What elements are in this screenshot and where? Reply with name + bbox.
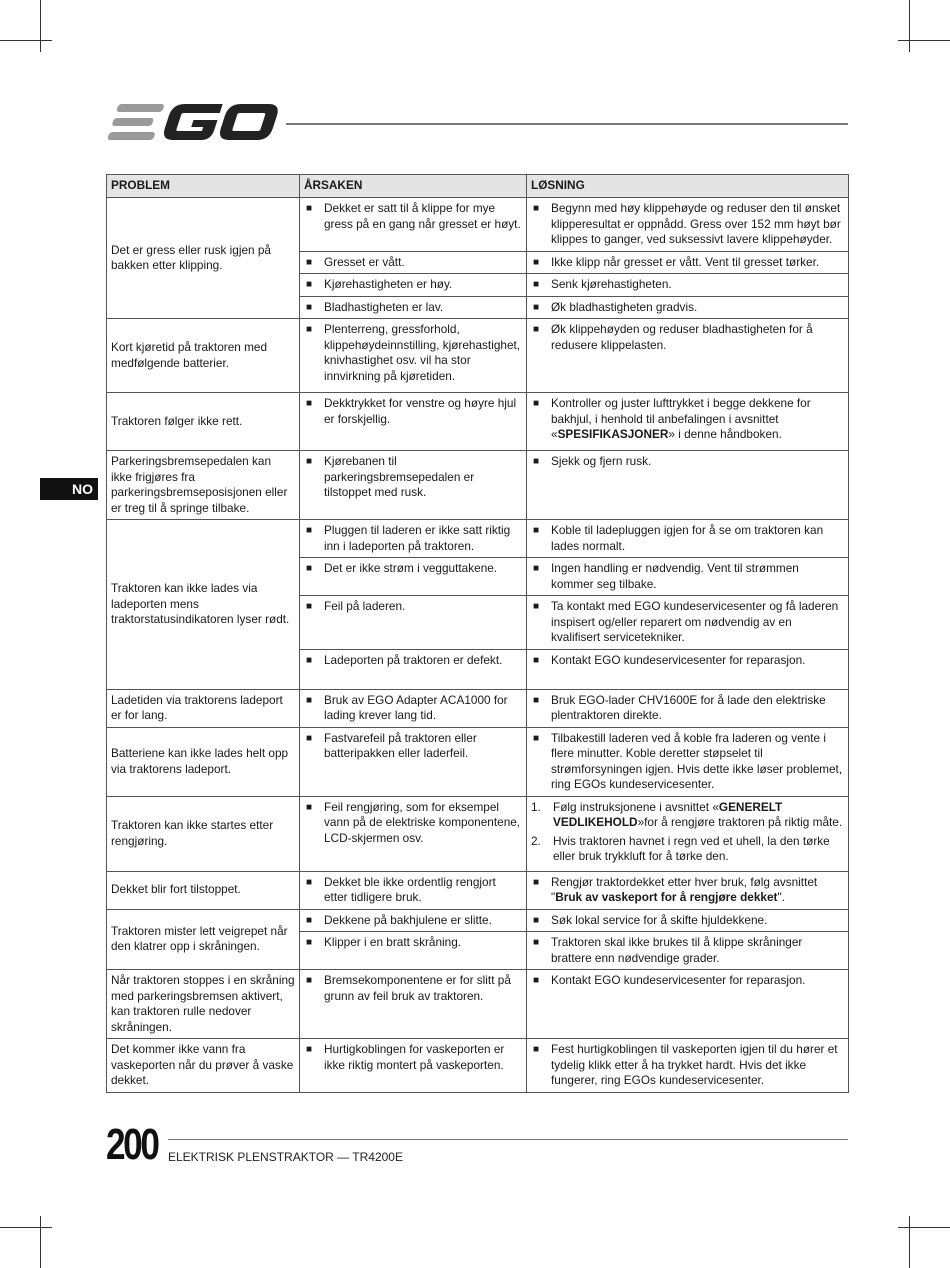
problem-cell: Ladetiden via traktorens ladeport er for lang. [107,689,300,727]
page-number: 200 [106,1120,158,1169]
cause-text: Fastvarefeil på traktoren eller batteripakken eller laderfeil. [324,730,477,760]
solution-cell: ■ Fest hurtigkoblingen til vaskeporten igjen til du hører et tydelig klikk etter å ha trykket hardt. Hvis det ikke fungerer, ring EGOs kundeservicesenter. [527,1039,849,1093]
solution-cell: ■ Ingen handling er nødvendig. Vent til strømmen kommer seg tilbake. [527,558,849,596]
ego-logo [106,100,278,144]
cause-text: Dekktrykket for venstre og høyre hjul er forskjellig. [324,396,517,426]
cause-cell: ■ Fastvarefeil på traktoren eller batteripakken eller laderfeil. [300,727,527,796]
solution-cell: ■ Ikke klipp når gresset er vått. Vent til gresset tørker. [527,251,849,274]
solution-cell: ■ Traktoren skal ikke brukes til å klippe skråninger brattere enn nødvendige grader. [527,932,849,970]
solution-text: Søk lokal service for å skifte hjuldekkene. [551,912,768,927]
solution-cell: 1. Følg instruksjonene i avsnittet «GENERELT VEDLIKEHOLD»for å rengjøre traktoren på riktig måte. 2. Hvis traktoren havnet i regn ved et uhell, la den tørke eller bruk trykkluft for å tørke den. [527,796,849,871]
cause-cell: ■ Pluggen til laderen er ikke satt riktig inn i ladeporten på traktoren. [300,520,527,558]
solution-text: Kontakt EGO kundeservicesenter for reparasjon. [551,652,806,667]
table-row [107,909,849,932]
problem-cell: Traktoren følger ikke rett. [107,393,300,451]
cause-text: Pluggen til laderen er ikke satt riktig inn i ladeporten på traktoren. [324,523,511,553]
solution-text: Begynn med høy klippehøyde og reduser den til ønsket klipperesultat er oppnådd. Gress over 152 mm høyt bør klippes to ganger, ved suksessivt lavere klippehøyder. [551,201,841,246]
solution-cell: ■ Søk lokal service for å skifte hjuldekkene. [527,909,849,932]
cause-text: Bruk av EGO Adapter ACA1000 for lading krever lang tid. [324,692,508,722]
cause-text: Klipper i en bratt skråning. [324,935,462,949]
table-row [107,393,849,451]
column-header-solution: LØSNING [527,175,849,198]
solution-cell: ■ Koble til ladepluggen igjen for å se om traktoren kan lades normalt. [527,520,849,558]
problem-cell: Parkeringsbremsepedalen kan ikke frigjøres fra parkeringsbremseposisjonen eller er treg til å springe tilbake. [107,451,300,520]
solution-text: Ikke klipp når gresset er vått. Vent til gresset tørker. [551,254,820,269]
cause-cell: ■ Dekket er satt til å klippe for mye gress på en gang når gresset er høyt. [300,198,527,252]
table-row [107,520,849,558]
cause-cell: ■ Hurtigkoblingen for vaskeporten er ikke riktig montert på vaskeporten. [300,1039,527,1093]
solution-text: Kontroller og juster lufttrykket i begge dekkene for bakhjul, i henhold til anbefalingen i avsnittet «SPESIFIKASJONER» i denne håndboken. [551,396,811,441]
cause-cell: ■ Dekket ble ikke ordentlig rengjort etter tidligere bruk. [300,871,527,909]
solution-cell: ■ Bruk EGO-lader CHV1600E for å lade den elektriske plentraktoren direkte. [527,689,849,727]
cause-cell: ■ Dekkene på bakhjulene er slitte. [300,909,527,932]
solution-text: Sjekk og fjern rusk. [551,454,652,468]
problem-cell: Traktoren mister lett veigrepet når den klatrer opp i skråningen. [107,909,300,970]
solution-cell: ■ Rengjør traktordekket etter hver bruk, følg avsnittet "Bruk av vaskeport for å rengjøre dekket". [527,871,849,909]
cause-text: Gresset er vått. [324,254,405,269]
table-row [107,970,849,1039]
problem-cell: Det er gress eller rusk igjen på bakken etter klipping. [107,198,300,319]
solution-text: Koble til ladepluggen igjen for å se om traktoren kan lades normalt. [551,523,824,553]
cause-cell: ■ Ladeporten på traktoren er defekt. [300,649,527,689]
cause-text: Dekkene på bakhjulene er slitte. [324,912,492,927]
solution-text: Øk klippehøyden og reduser bladhastigheten for å redusere klippelasten. [551,322,813,352]
cause-text: Ladeporten på traktoren er defekt. [324,652,503,667]
solution-cell: ■ Sjekk og fjern rusk. [527,451,849,520]
cause-cell: ■ Gresset er vått. [300,251,527,274]
table-row [107,451,849,520]
solution-cell: ■ Ta kontakt med EGO kundeservicesenter og få laderen inspisert og/eller reparert om nødvendig av en kvalifisert servicetekniker. [527,596,849,650]
cause-cell: ■ Feil på laderen. [300,596,527,650]
cause-text: Kjørehastigheten er høy. [324,277,453,291]
table-row [107,871,849,909]
solution-step: Hvis traktoren havnet i regn ved et uhell, la den tørke eller bruk trykkluft for å tørke den. [553,833,830,863]
cause-text: Kjørebanen til parkeringsbremsepedalen er tilstoppet med rusk. [324,454,475,499]
cause-cell: ■ Bladhastigheten er lav. [300,296,527,319]
problem-cell: Når traktoren stoppes i en skråning med parkeringsbremsen aktivert, kan traktoren rulle nedover skråningen. [107,970,300,1039]
crop-mark [909,0,910,52]
solution-text: Bruk EGO-lader CHV1600E for å lade den elektriske plentraktoren direkte. [551,692,826,722]
problem-cell: Traktoren kan ikke startes etter rengjøring. [107,796,300,871]
solution-text: Rengjør traktordekket etter hver bruk, følg avsnittet "Bruk av vaskeport for å rengjøre dekket". [551,874,818,904]
cause-text: Plenterreng, gressforhold, klippehøydeinnstilling, kjørehastighet, knivhastighet osv. vil ha stor innvirkning på kjøretiden. [324,322,521,383]
cause-text: Feil på laderen. [324,599,406,613]
cause-text: Bremsekomponentene er for slitt på grunn av feil bruk av traktoren. [324,973,511,1003]
cause-text: Feil rengjøring, som for eksempel vann på de elektriske komponentene, LCD-skjermen osv. [324,799,521,845]
solution-text: Senk kjørehastigheten. [551,277,672,291]
problem-cell: Dekket blir fort tilstoppet. [107,871,300,909]
solution-cell: ■ Øk bladhastigheten gradvis. [527,296,849,319]
solution-cell: ■ Øk klippehøyden og reduser bladhastigheten for å redusere klippelasten. [527,319,849,393]
crop-mark [909,1216,910,1268]
cause-text: Dekket ble ikke ordentlig rengjort etter tidligere bruk. [324,874,496,904]
solution-cell: ■ Kontakt EGO kundeservicesenter for reparasjon. [527,970,849,1039]
table-row [107,1039,849,1093]
solution-text: Ingen handling er nødvendig. Vent til strømmen kommer seg tilbake. [551,561,799,591]
crop-mark [898,1227,950,1228]
cause-cell: ■ Kjørehastigheten er høy. [300,274,527,297]
table-row [107,198,849,252]
solution-text: Ta kontakt med EGO kundeservicesenter og få laderen inspisert og/eller reparert om nødvendig av en kvalifisert servicetekniker. [551,599,839,644]
footer-rule [168,1139,848,1140]
cause-cell: ■ Feil rengjøring, som for eksempel vann på de elektriske komponentene, LCD-skjermen osv. [300,796,527,871]
header-rule [286,123,848,125]
solution-cell: ■ Kontroller og juster lufttrykket i begge dekkene for bakhjul, i henhold til anbefalingen i avsnittet «SPESIFIKASJONER» i denne håndboken. [527,393,849,451]
crop-mark [40,1216,41,1268]
troubleshooting-table [106,174,849,1093]
problem-cell: Det kommer ikke vann fra vaskeporten når du prøver å vaske dekket. [107,1039,300,1093]
crop-mark [40,0,41,52]
solution-text: Traktoren skal ikke brukes til å klippe skråninger brattere enn nødvendige grader. [551,935,803,965]
footer-title: ELEKTRISK PLENSTRAKTOR — TR4200E [168,1150,403,1164]
cause-cell: ■ Bruk av EGO Adapter ACA1000 for lading krever lang tid. [300,689,527,727]
cause-cell: ■ Bremsekomponentene er for slitt på grunn av feil bruk av traktoren. [300,970,527,1039]
solution-cell: ■ Senk kjørehastigheten. [527,274,849,297]
solution-text: Fest hurtigkoblingen til vaskeporten igjen til du hører et tydelig klikk etter å ha trykket hardt. Hvis det ikke fungerer, ring EGOs kundeservicesenter. [551,1042,838,1087]
column-header-cause: ÅRSAKEN [300,175,527,198]
solution-cell: ■ Tilbakestill laderen ved å koble fra laderen og vente i flere minutter. Koble deretter støpselet til strømforsyningen igjen. Hvis dette ikke løser problemet, ring EGOs kundeservicesenter. [527,727,849,796]
table-row [107,689,849,727]
cause-cell: ■ Klipper i en bratt skråning. [300,932,527,970]
table-row [107,727,849,796]
cause-cell: ■ Kjørebanen til parkeringsbremsepedalen er tilstoppet med rusk. [300,451,527,520]
cause-cell: ■ Det er ikke strøm i vegguttakene. [300,558,527,596]
table-row [107,796,849,871]
solution-text: Kontakt EGO kundeservicesenter for reparasjon. [551,973,806,987]
cause-text: Bladhastigheten er lav. [324,299,444,314]
cause-text: Det er ikke strøm i vegguttakene. [324,561,498,575]
solution-text: Øk bladhastigheten gradvis. [551,299,698,314]
language-tab: NO [40,478,98,500]
solution-cell: ■ Kontakt EGO kundeservicesenter for reparasjon. [527,649,849,689]
problem-cell: Traktoren kan ikke lades via ladeporten mens traktorstatusindikatoren lyser rødt. [107,520,300,690]
cause-text: Dekket er satt til å klippe for mye gress på en gang når gresset er høyt. [324,201,521,231]
solution-text: Tilbakestill laderen ved å koble fra laderen og vente i flere minutter. Koble deretter støpselet til strømforsyningen igjen. Hvis dette ikke løser problemet, ring EGOs kundeservicesenter. [551,730,843,791]
crop-mark [0,1227,52,1228]
cause-text: Hurtigkoblingen for vaskeporten er ikke riktig montert på vaskeporten. [324,1042,505,1072]
table-row [107,319,849,393]
problem-cell: Batteriene kan ikke lades helt opp via traktorens ladeport. [107,727,300,796]
table-header-row [107,175,849,198]
problem-cell: Kort kjøretid på traktoren med medfølgende batterier. [107,319,300,393]
column-header-problem: PROBLEM [107,175,300,198]
solution-step: Følg instruksjonene i avsnittet «GENERELT VEDLIKEHOLD»for å rengjøre traktoren på riktig måte. [553,799,843,829]
solution-cell: ■ Begynn med høy klippehøyde og reduser den til ønsket klipperesultat er oppnådd. Gress over 152 mm høyt bør klippes to ganger, ved suksessivt lavere klippehøyder. [527,198,849,252]
crop-mark [0,40,52,41]
cause-cell: ■ Dekktrykket for venstre og høyre hjul er forskjellig. [300,393,527,451]
cause-cell: ■ Plenterreng, gressforhold, klippehøydeinnstilling, kjørehastighet, knivhastighet osv. vil ha stor innvirkning på kjøretiden. [300,319,527,393]
crop-mark [898,40,950,41]
